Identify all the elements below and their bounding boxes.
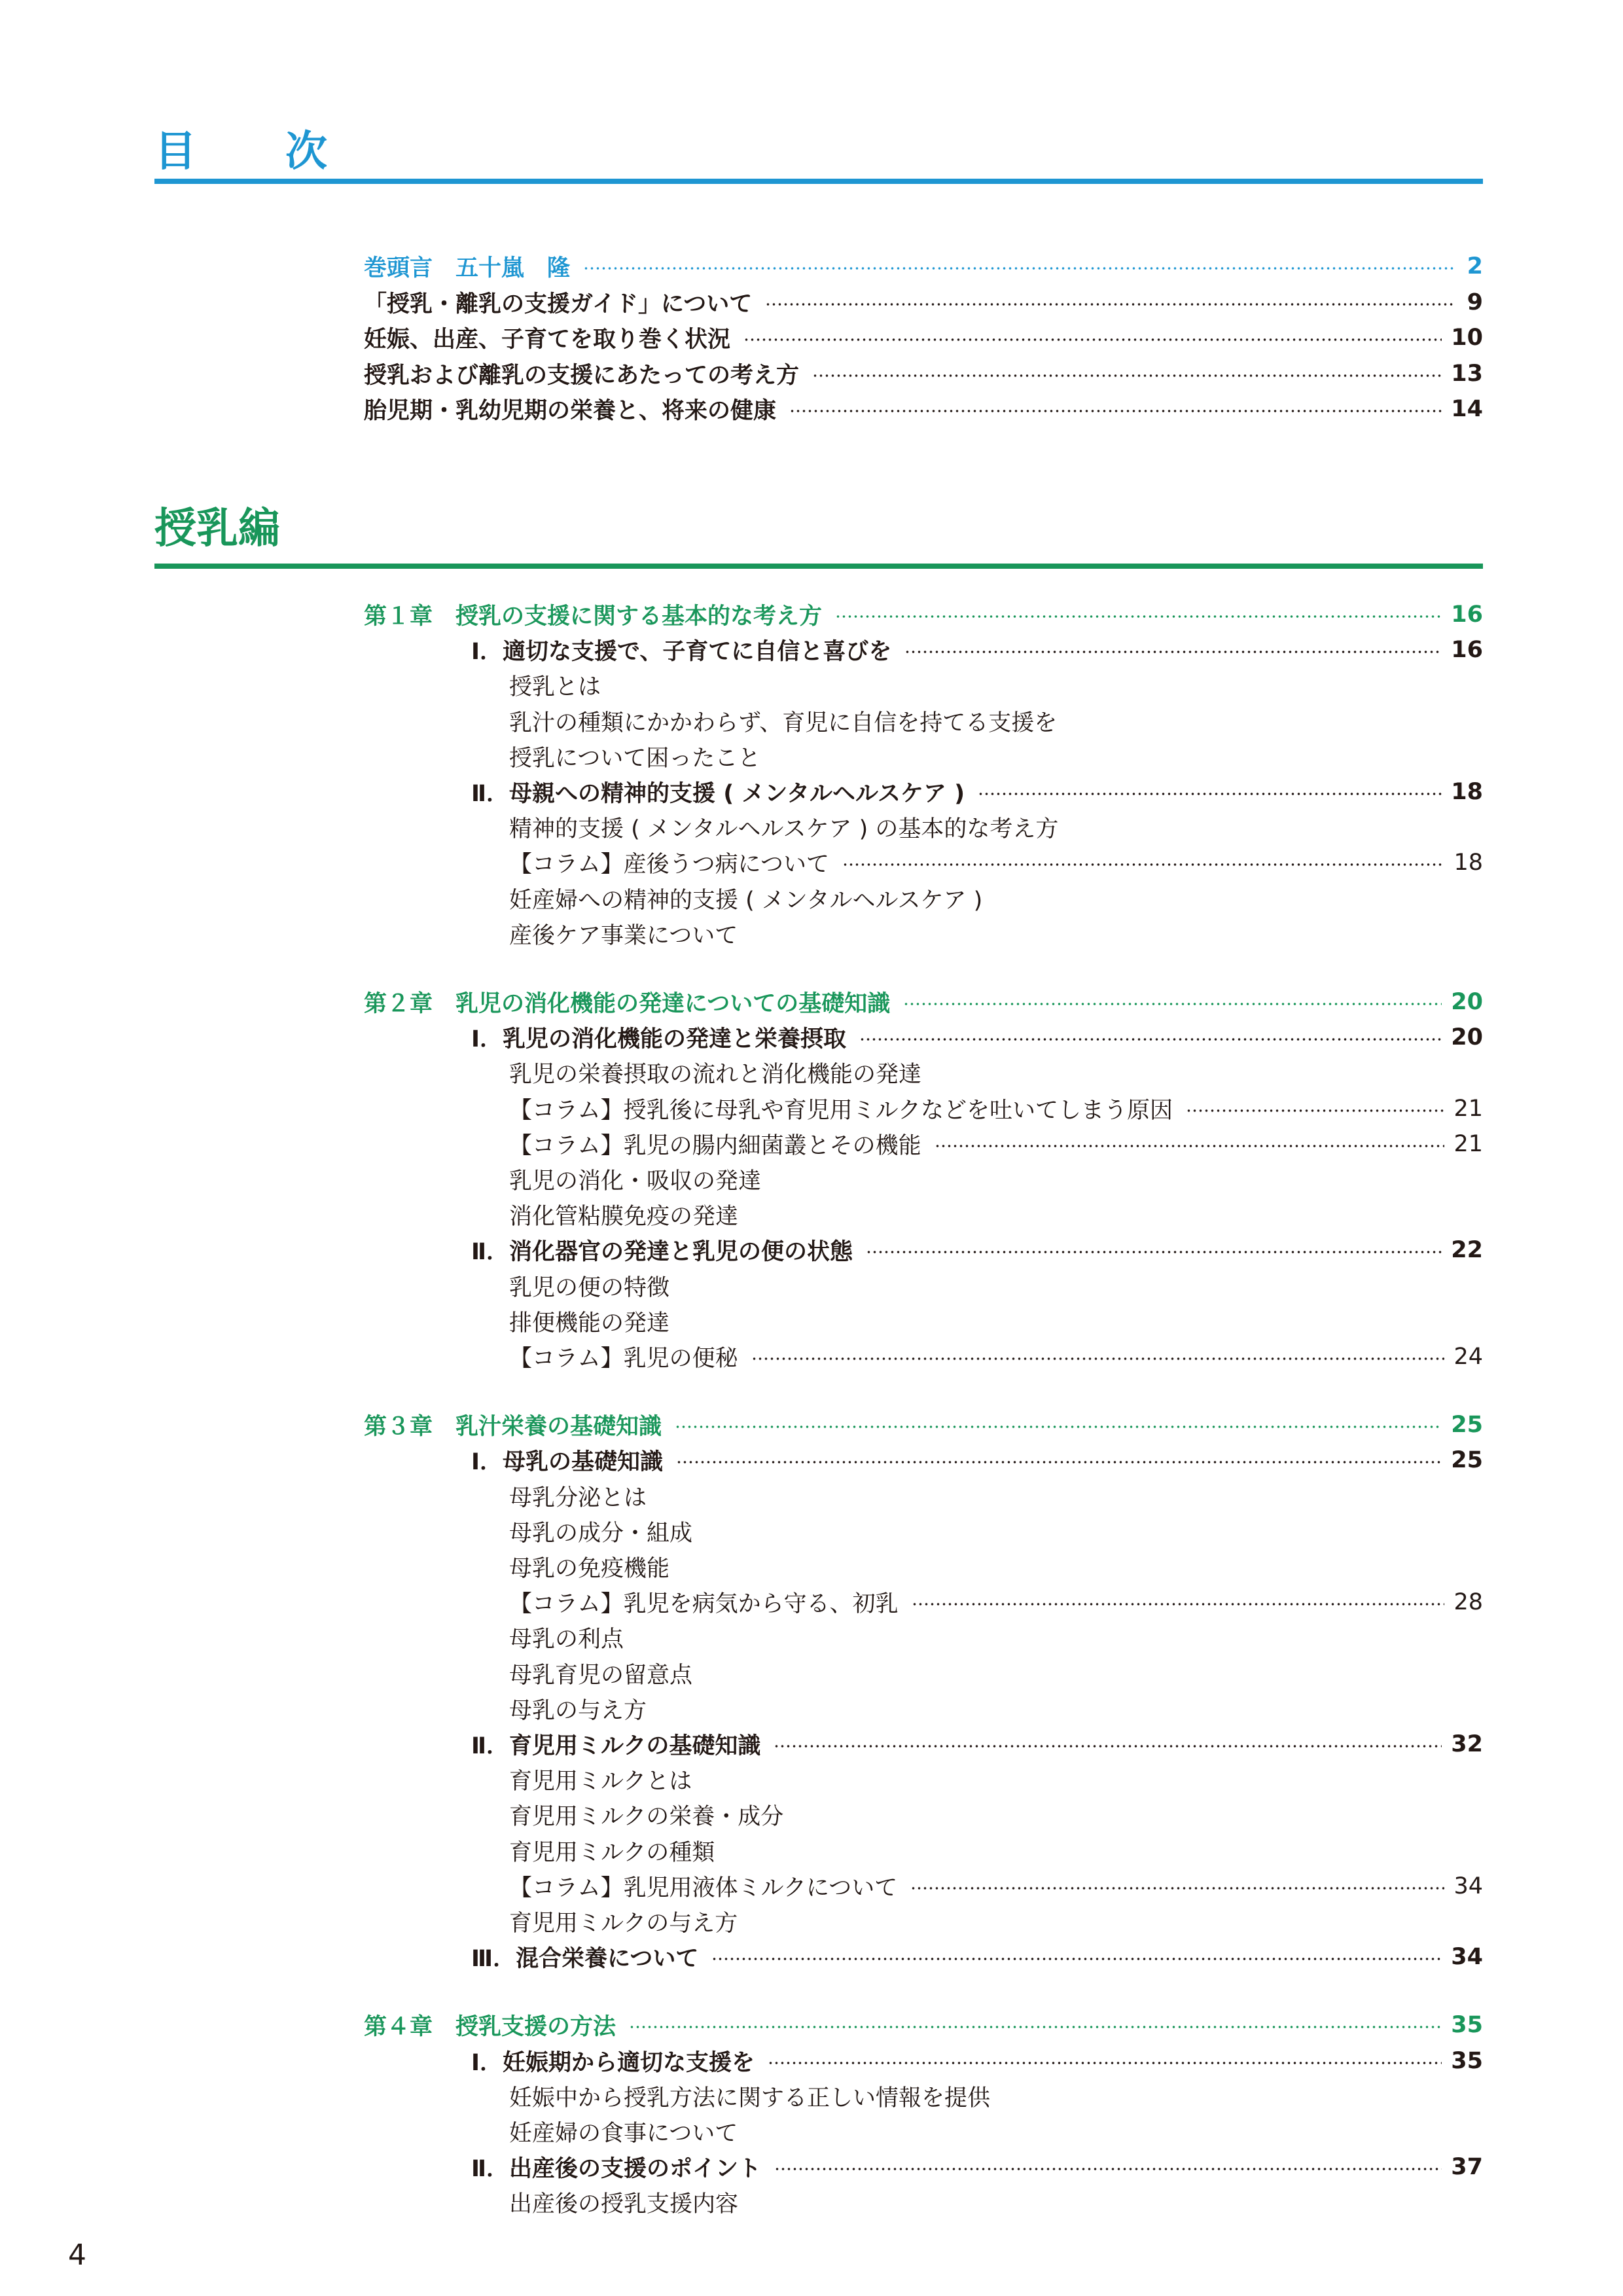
front-matter-item-label: 授乳および離乳の支援にあたっての考え方: [364, 362, 800, 389]
chapter-entry-page: 20: [1451, 989, 1483, 1015]
subsection-entry-label: 排便機能の発達: [509, 1310, 670, 1336]
section-entry-label: Ⅲ．混合栄養について: [471, 1946, 699, 1973]
dot-leader: [835, 615, 1442, 618]
section-entry-label: Ⅰ．母乳の基礎知識: [471, 1449, 664, 1476]
section-entry-label: Ⅰ．乳児の消化機能の発達と栄養摂取: [471, 1026, 847, 1053]
subsection-entry-label: 乳児の便の特徴: [509, 1274, 670, 1301]
subsection-entry[interactable]: [509, 1197, 1483, 1232]
front-matter-item-label: 巻頭言 五十嵐 隆: [364, 255, 571, 281]
dot-leader: [935, 1145, 1445, 1147]
section-entry-page: 37: [1451, 2154, 1483, 2181]
section-entry[interactable]: [471, 1232, 1483, 1268]
subsection-entry[interactable]: [509, 1514, 1483, 1549]
section-entry[interactable]: [471, 1939, 1483, 1975]
subsection-entry[interactable]: [509, 1904, 1483, 1939]
section-entry-label: Ⅰ．妊娠期から適切な支援を: [471, 2049, 755, 2076]
chapter-entry[interactable]: [364, 1407, 1483, 1443]
subsection-entry-label: 母乳の利点: [509, 1626, 624, 1653]
section-entry[interactable]: [471, 1020, 1483, 1055]
subsection-entry-page: 24: [1454, 1344, 1483, 1370]
subsection-entry[interactable]: [509, 916, 1483, 952]
section-entry-page: 22: [1451, 1237, 1483, 1264]
section-entry-label: Ⅱ．母親への精神的支援 ( メンタルヘルスケア ): [471, 781, 965, 807]
dot-leader: [903, 1003, 1442, 1005]
chapter-entry-page: 25: [1451, 1412, 1483, 1439]
dot-leader: [711, 1958, 1442, 1960]
dot-leader: [978, 793, 1442, 795]
subsection-entry-label: 産後ケア事業について: [509, 922, 738, 949]
subsection-entry[interactable]: [509, 668, 1483, 703]
front-matter-item-page: 13: [1451, 360, 1483, 387]
subsection-entry-label: 母乳分泌とは: [509, 1484, 647, 1511]
subsection-entry-label: 母乳育児の留意点: [509, 1662, 693, 1689]
subsection-entry-label: 妊娠中から授乳方法に関する正しい情報を提供: [509, 2085, 991, 2111]
section-entry-page: 25: [1451, 1447, 1483, 1474]
chapter-entry-label: 第４章 授乳支援の方法: [364, 2014, 616, 2041]
subsection-entry-label: 育児用ミルクの栄養・成分: [509, 1804, 784, 1831]
chapter-entry-label: 第２章 乳児の消化機能の発達についての基礎知識: [364, 991, 891, 1017]
section-entry[interactable]: [471, 774, 1483, 810]
chapter-entry-page: 35: [1451, 2012, 1483, 2039]
dot-leader: [842, 863, 1445, 866]
subsection-entry[interactable]: [509, 2114, 1483, 2149]
subsection-entry-label: 授乳について困ったこと: [509, 745, 761, 772]
section-entry-page: 35: [1451, 2047, 1483, 2074]
subsection-entry[interactable]: [509, 1620, 1483, 1655]
subsection-entry[interactable]: [509, 1126, 1483, 1162]
subsection-entry[interactable]: [509, 2079, 1483, 2114]
subsection-entry[interactable]: [509, 1091, 1483, 1126]
page-number: 4: [68, 2238, 86, 2272]
front-matter-item-page: 10: [1451, 325, 1483, 351]
section-entry-page: 18: [1451, 779, 1483, 805]
dot-leader: [866, 1251, 1442, 1253]
chapter-entry-page: 16: [1451, 601, 1483, 628]
subsection-entry[interactable]: [509, 1268, 1483, 1304]
subsection-entry-label: 【コラム】乳児を病気から守る、初乳: [509, 1591, 899, 1618]
dot-leader: [859, 1038, 1442, 1041]
subsection-entry[interactable]: [509, 1869, 1483, 1904]
contents-heading: 目 次: [154, 128, 351, 176]
section-entry-page: 34: [1451, 1944, 1483, 1971]
section-entry-label: Ⅱ．出産後の支援のポイント: [471, 2156, 762, 2183]
dot-leader: [768, 2062, 1442, 2064]
dot-leader: [675, 1426, 1442, 1428]
section-entry-page: 32: [1451, 1731, 1483, 1757]
subsection-entry[interactable]: [509, 881, 1483, 916]
subsection-entry-label: 精神的支援 ( メンタルヘルスケア ) の基本的な考え方: [509, 816, 1059, 843]
subsection-entry[interactable]: [509, 2185, 1483, 2220]
subsection-entry[interactable]: [509, 1055, 1483, 1090]
subsection-entry-page: 18: [1454, 850, 1483, 876]
subsection-entry-label: 母乳の与え方: [509, 1697, 647, 1724]
front-matter-item-label: 胎児期・乳幼児期の栄養と、将来の健康: [364, 398, 777, 424]
subsection-entry-label: 育児用ミルクとは: [509, 1768, 692, 1795]
section-entry[interactable]: [471, 632, 1483, 668]
subsection-entry-label: 【コラム】乳児の腸内細菌叢とその機能: [509, 1132, 921, 1159]
subsection-entry-label: 消化管粘膜免疫の発達: [509, 1204, 739, 1230]
subsection-entry[interactable]: [509, 704, 1483, 739]
subsection-entry-page: 28: [1454, 1589, 1483, 1616]
subsection-entry-label: 母乳の成分・組成: [509, 1520, 693, 1547]
subsection-entry-label: 乳児の消化・吸収の発達: [509, 1168, 762, 1194]
subsection-entry[interactable]: [509, 1585, 1483, 1620]
chapter-entry[interactable]: [364, 597, 1483, 632]
subsection-entry[interactable]: [509, 1304, 1483, 1339]
subsection-entry-label: 【コラム】乳児用液体ミルクについて: [509, 1874, 898, 1901]
section-entry-label: Ⅱ．育児用ミルクの基礎知識: [471, 1733, 761, 1759]
subsection-entry-label: 出産後の授乳支援内容: [509, 2191, 739, 2218]
subsection-entry-label: 妊産婦への精神的支援 ( メンタルヘルスケア ): [509, 887, 983, 914]
subsection-entry-page: 34: [1454, 1873, 1483, 1899]
chapter-entry[interactable]: [364, 984, 1483, 1020]
dot-leader: [774, 2168, 1442, 2170]
subsection-entry-label: 育児用ミルクの与え方: [509, 1910, 738, 1937]
subsection-entry[interactable]: [509, 810, 1483, 845]
section-entry[interactable]: [471, 2043, 1483, 2079]
section-entry[interactable]: [471, 2149, 1483, 2185]
subsection-entry[interactable]: [509, 1833, 1483, 1869]
subsection-entry[interactable]: [509, 1479, 1483, 1514]
subsection-entry[interactable]: [509, 1691, 1483, 1727]
subsection-entry-label: 授乳とは: [509, 674, 601, 701]
dot-leader: [1186, 1109, 1445, 1112]
subsection-entry-label: 【コラム】産後うつ病について: [509, 852, 829, 878]
front-matter-item-page: 9: [1467, 289, 1483, 315]
subsection-entry[interactable]: [509, 739, 1483, 774]
front-matter-item-page: 2: [1467, 253, 1483, 279]
subsection-entry[interactable]: [509, 1339, 1483, 1374]
subsection-entry-label: 【コラム】乳児の便秘: [509, 1346, 738, 1372]
subsection-entry[interactable]: [509, 1549, 1483, 1585]
subsection-entry-page: 21: [1454, 1095, 1483, 1122]
section-entry-label: Ⅰ．適切な支援で、子育てに自信と喜びを: [471, 639, 892, 666]
front-matter-item-label: 「授乳・離乳の支援ガイド」について: [364, 291, 753, 317]
section-heading: 授乳編: [154, 505, 280, 553]
front-matter-item-label: 妊娠、出産、子育てを取り巻く状況: [364, 327, 731, 353]
section-entry[interactable]: [471, 1727, 1483, 1762]
section-entry-page: 20: [1451, 1024, 1483, 1051]
subsection-entry[interactable]: [509, 1762, 1483, 1797]
chapter-entry-label: 第１章 授乳の支援に関する基本的な考え方: [364, 603, 823, 630]
subsection-entry-page: 21: [1454, 1130, 1483, 1157]
subsection-entry-label: 母乳の免疫機能: [509, 1556, 670, 1582]
chapter-entry[interactable]: [364, 2007, 1483, 2043]
subsection-entry-label: 妊産婦の食事について: [509, 2121, 738, 2147]
dot-leader: [904, 651, 1442, 653]
dot-leader: [912, 1603, 1445, 1605]
subsection-entry-label: 育児用ミルクの種類: [509, 1839, 715, 1866]
subsection-entry[interactable]: [509, 1797, 1483, 1833]
subsection-entry[interactable]: [509, 845, 1483, 880]
subsection-entry[interactable]: [509, 1162, 1483, 1197]
chapter-entry-label: 第３章 乳汁栄養の基礎知識: [364, 1414, 662, 1441]
section-entry-label: Ⅱ．消化器官の発達と乳児の便の状態: [471, 1239, 853, 1266]
dot-leader: [910, 1887, 1444, 1890]
front-matter-item-page: 14: [1451, 396, 1483, 422]
dot-leader: [751, 1357, 1445, 1360]
subsection-entry-label: 【コラム】授乳後に母乳や育児用ミルクなどを吐いてしまう原因: [509, 1097, 1173, 1124]
dot-leader: [676, 1461, 1442, 1463]
dot-leader: [629, 2026, 1442, 2028]
subsection-entry[interactable]: [509, 1656, 1483, 1691]
section-entry[interactable]: [471, 1443, 1483, 1478]
subsection-entry-label: 乳児の栄養摂取の流れと消化機能の発達: [509, 1062, 922, 1088]
dot-leader: [774, 1745, 1442, 1748]
section-entry-page: 16: [1451, 637, 1483, 664]
subsection-entry-label: 乳汁の種類にかかわらず、育児に自信を持てる支援を: [509, 709, 1058, 736]
